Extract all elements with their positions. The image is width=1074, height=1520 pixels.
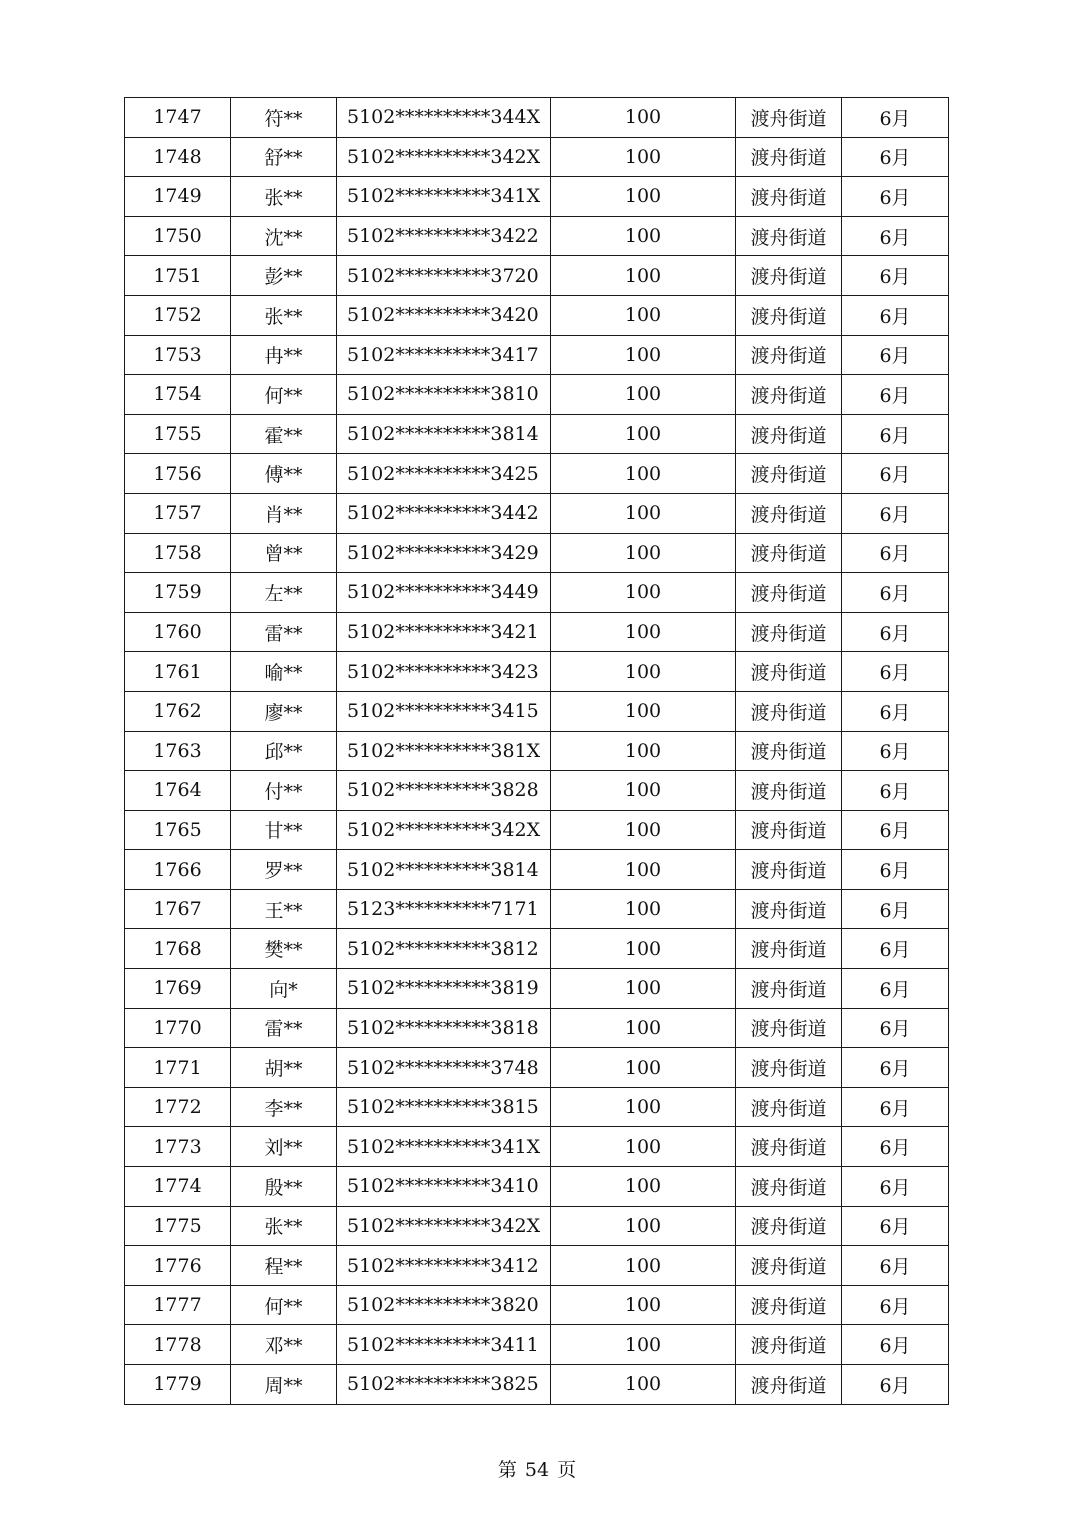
name-cell: 何** — [231, 375, 337, 415]
amount-cell: 100 — [551, 493, 736, 533]
amount-cell: 100 — [551, 1206, 736, 1246]
table-row — [125, 850, 949, 890]
id-number-cell: 5102**********3417 — [337, 335, 551, 375]
table-row — [125, 652, 949, 692]
street-cell: 渡舟街道 — [736, 454, 842, 494]
street-cell: 渡舟街道 — [736, 335, 842, 375]
table-row — [125, 98, 949, 138]
amount-cell: 100 — [551, 1285, 736, 1325]
name-cell: 符** — [231, 98, 337, 138]
month-cell: 6月 — [842, 771, 949, 811]
row-number-cell: 1776 — [125, 1246, 231, 1286]
id-number-cell: 5102**********3429 — [337, 533, 551, 573]
row-number-cell: 1751 — [125, 256, 231, 296]
name-cell: 樊** — [231, 929, 337, 969]
table-row — [125, 1087, 949, 1127]
amount-cell: 100 — [551, 414, 736, 454]
table-row — [125, 1325, 949, 1365]
name-cell: 廖** — [231, 691, 337, 731]
name-cell: 刘** — [231, 1127, 337, 1167]
table-row — [125, 137, 949, 177]
amount-cell: 100 — [551, 335, 736, 375]
row-number-cell: 1768 — [125, 929, 231, 969]
table-row — [125, 1167, 949, 1207]
row-number-cell: 1755 — [125, 414, 231, 454]
month-cell: 6月 — [842, 216, 949, 256]
name-cell: 傅** — [231, 454, 337, 494]
month-cell: 6月 — [842, 889, 949, 929]
month-cell: 6月 — [842, 929, 949, 969]
row-number-cell: 1770 — [125, 1008, 231, 1048]
street-cell: 渡舟街道 — [736, 1285, 842, 1325]
table-row — [125, 929, 949, 969]
street-cell: 渡舟街道 — [736, 1048, 842, 1088]
month-cell: 6月 — [842, 1325, 949, 1365]
page-footer — [0, 1455, 1074, 1482]
row-number-cell: 1757 — [125, 493, 231, 533]
month-cell: 6月 — [842, 731, 949, 771]
street-cell: 渡舟街道 — [736, 652, 842, 692]
name-cell: 张** — [231, 1206, 337, 1246]
amount-cell: 100 — [551, 216, 736, 256]
street-cell: 渡舟街道 — [736, 691, 842, 731]
table-row — [125, 1365, 949, 1405]
table-row — [125, 691, 949, 731]
month-cell: 6月 — [842, 1285, 949, 1325]
table-row — [125, 493, 949, 533]
month-cell: 6月 — [842, 414, 949, 454]
id-number-cell: 5102**********341X — [337, 177, 551, 217]
month-cell: 6月 — [842, 1206, 949, 1246]
month-cell: 6月 — [842, 1127, 949, 1167]
id-number-cell: 5102**********3818 — [337, 1008, 551, 1048]
amount-cell: 100 — [551, 652, 736, 692]
id-number-cell: 5102**********3423 — [337, 652, 551, 692]
id-number-cell: 5102**********3825 — [337, 1365, 551, 1405]
street-cell: 渡舟街道 — [736, 850, 842, 890]
row-number-cell: 1750 — [125, 216, 231, 256]
row-number-cell: 1749 — [125, 177, 231, 217]
amount-cell: 100 — [551, 533, 736, 573]
row-number-cell: 1769 — [125, 969, 231, 1009]
row-number-cell: 1754 — [125, 375, 231, 415]
month-cell: 6月 — [842, 1048, 949, 1088]
amount-cell: 100 — [551, 731, 736, 771]
street-cell: 渡舟街道 — [736, 810, 842, 850]
street-cell: 渡舟街道 — [736, 375, 842, 415]
id-number-cell: 5102**********3810 — [337, 375, 551, 415]
name-cell: 肖** — [231, 493, 337, 533]
month-cell: 6月 — [842, 1008, 949, 1048]
table-row — [125, 1246, 949, 1286]
street-cell: 渡舟街道 — [736, 1246, 842, 1286]
amount-cell: 100 — [551, 295, 736, 335]
name-cell: 邱** — [231, 731, 337, 771]
name-cell: 雷** — [231, 1008, 337, 1048]
name-cell: 甘** — [231, 810, 337, 850]
row-number-cell: 1759 — [125, 573, 231, 613]
table-row — [125, 1048, 949, 1088]
street-cell: 渡舟街道 — [736, 295, 842, 335]
amount-cell: 100 — [551, 1167, 736, 1207]
table-row — [125, 889, 949, 929]
street-cell: 渡舟街道 — [736, 177, 842, 217]
id-number-cell: 5102**********3815 — [337, 1087, 551, 1127]
month-cell: 6月 — [842, 533, 949, 573]
subsidy-table — [124, 97, 949, 1405]
name-cell: 张** — [231, 295, 337, 335]
amount-cell: 100 — [551, 573, 736, 613]
page-footer-prefix: 第 — [497, 1459, 517, 1481]
id-number-cell: 5102**********341X — [337, 1127, 551, 1167]
amount-cell: 100 — [551, 771, 736, 811]
street-cell: 渡舟街道 — [736, 1127, 842, 1167]
id-number-cell: 5123**********7171 — [337, 889, 551, 929]
month-cell: 6月 — [842, 177, 949, 217]
amount-cell: 100 — [551, 889, 736, 929]
month-cell: 6月 — [842, 256, 949, 296]
table-row — [125, 335, 949, 375]
month-cell: 6月 — [842, 375, 949, 415]
name-cell: 彭** — [231, 256, 337, 296]
name-cell: 李** — [231, 1087, 337, 1127]
month-cell: 6月 — [842, 98, 949, 138]
table-row — [125, 969, 949, 1009]
id-number-cell: 5102**********3449 — [337, 573, 551, 613]
name-cell: 雷** — [231, 612, 337, 652]
name-cell: 殷** — [231, 1167, 337, 1207]
street-cell: 渡舟街道 — [736, 731, 842, 771]
id-number-cell: 5102**********3415 — [337, 691, 551, 731]
row-number-cell: 1752 — [125, 295, 231, 335]
street-cell: 渡舟街道 — [736, 256, 842, 296]
street-cell: 渡舟街道 — [736, 1167, 842, 1207]
amount-cell: 100 — [551, 1246, 736, 1286]
month-cell: 6月 — [842, 295, 949, 335]
table-row — [125, 1008, 949, 1048]
street-cell: 渡舟街道 — [736, 1325, 842, 1365]
row-number-cell: 1764 — [125, 771, 231, 811]
table-row — [125, 177, 949, 217]
row-number-cell: 1766 — [125, 850, 231, 890]
amount-cell: 100 — [551, 1365, 736, 1405]
table-row — [125, 1206, 949, 1246]
id-number-cell: 5102**********3422 — [337, 216, 551, 256]
name-cell: 霍** — [231, 414, 337, 454]
table-row — [125, 216, 949, 256]
name-cell: 张** — [231, 177, 337, 217]
id-number-cell: 5102**********3814 — [337, 850, 551, 890]
street-cell: 渡舟街道 — [736, 573, 842, 613]
name-cell: 左** — [231, 573, 337, 613]
name-cell: 罗** — [231, 850, 337, 890]
month-cell: 6月 — [842, 1087, 949, 1127]
month-cell: 6月 — [842, 1246, 949, 1286]
month-cell: 6月 — [842, 691, 949, 731]
month-cell: 6月 — [842, 612, 949, 652]
month-cell: 6月 — [842, 137, 949, 177]
street-cell: 渡舟街道 — [736, 771, 842, 811]
month-cell: 6月 — [842, 810, 949, 850]
name-cell: 付** — [231, 771, 337, 811]
table-row — [125, 533, 949, 573]
amount-cell: 100 — [551, 1008, 736, 1048]
id-number-cell: 5102**********3812 — [337, 929, 551, 969]
id-number-cell: 5102**********3828 — [337, 771, 551, 811]
table-row — [125, 295, 949, 335]
month-cell: 6月 — [842, 850, 949, 890]
id-number-cell: 5102**********342X — [337, 137, 551, 177]
row-number-cell: 1774 — [125, 1167, 231, 1207]
table-body — [125, 98, 949, 1405]
table-row — [125, 810, 949, 850]
id-number-cell: 5102**********381X — [337, 731, 551, 771]
id-number-cell: 5102**********3814 — [337, 414, 551, 454]
row-number-cell: 1767 — [125, 889, 231, 929]
name-cell: 邓** — [231, 1325, 337, 1365]
street-cell: 渡舟街道 — [736, 889, 842, 929]
id-number-cell: 5102**********3425 — [337, 454, 551, 494]
street-cell: 渡舟街道 — [736, 414, 842, 454]
row-number-cell: 1758 — [125, 533, 231, 573]
id-number-cell: 5102**********342X — [337, 810, 551, 850]
street-cell: 渡舟街道 — [736, 1008, 842, 1048]
id-number-cell: 5102**********3410 — [337, 1167, 551, 1207]
month-cell: 6月 — [842, 454, 949, 494]
row-number-cell: 1773 — [125, 1127, 231, 1167]
month-cell: 6月 — [842, 493, 949, 533]
name-cell: 王** — [231, 889, 337, 929]
amount-cell: 100 — [551, 1087, 736, 1127]
name-cell: 冉** — [231, 335, 337, 375]
amount-cell: 100 — [551, 1127, 736, 1167]
street-cell: 渡舟街道 — [736, 137, 842, 177]
row-number-cell: 1772 — [125, 1087, 231, 1127]
row-number-cell: 1778 — [125, 1325, 231, 1365]
row-number-cell: 1771 — [125, 1048, 231, 1088]
street-cell: 渡舟街道 — [736, 929, 842, 969]
amount-cell: 100 — [551, 256, 736, 296]
table-row — [125, 256, 949, 296]
name-cell: 沈** — [231, 216, 337, 256]
street-cell: 渡舟街道 — [736, 533, 842, 573]
amount-cell: 100 — [551, 612, 736, 652]
amount-cell: 100 — [551, 454, 736, 494]
street-cell: 渡舟街道 — [736, 1087, 842, 1127]
amount-cell: 100 — [551, 177, 736, 217]
page-footer-suffix: 页 — [557, 1459, 577, 1481]
id-number-cell: 5102**********342X — [337, 1206, 551, 1246]
amount-cell: 100 — [551, 375, 736, 415]
table-row — [125, 612, 949, 652]
amount-cell: 100 — [551, 1048, 736, 1088]
month-cell: 6月 — [842, 573, 949, 613]
month-cell: 6月 — [842, 969, 949, 1009]
name-cell: 何** — [231, 1285, 337, 1325]
name-cell: 喻** — [231, 652, 337, 692]
amount-cell: 100 — [551, 969, 736, 1009]
row-number-cell: 1760 — [125, 612, 231, 652]
row-number-cell: 1756 — [125, 454, 231, 494]
row-number-cell: 1753 — [125, 335, 231, 375]
table-row — [125, 375, 949, 415]
street-cell: 渡舟街道 — [736, 1365, 842, 1405]
month-cell: 6月 — [842, 1365, 949, 1405]
id-number-cell: 5102**********3720 — [337, 256, 551, 296]
row-number-cell: 1761 — [125, 652, 231, 692]
row-number-cell: 1777 — [125, 1285, 231, 1325]
id-number-cell: 5102**********3748 — [337, 1048, 551, 1088]
row-number-cell: 1747 — [125, 98, 231, 138]
row-number-cell: 1763 — [125, 731, 231, 771]
street-cell: 渡舟街道 — [736, 216, 842, 256]
table-row — [125, 414, 949, 454]
id-number-cell: 5102**********3819 — [337, 969, 551, 1009]
name-cell: 程** — [231, 1246, 337, 1286]
street-cell: 渡舟街道 — [736, 969, 842, 1009]
street-cell: 渡舟街道 — [736, 493, 842, 533]
table-row — [125, 731, 949, 771]
amount-cell: 100 — [551, 691, 736, 731]
name-cell: 周** — [231, 1365, 337, 1405]
name-cell: 向* — [231, 969, 337, 1009]
street-cell: 渡舟街道 — [736, 612, 842, 652]
table-row — [125, 573, 949, 613]
table-row — [125, 454, 949, 494]
amount-cell: 100 — [551, 810, 736, 850]
table-row — [125, 771, 949, 811]
month-cell: 6月 — [842, 1167, 949, 1207]
amount-cell: 100 — [551, 1325, 736, 1365]
amount-cell: 100 — [551, 929, 736, 969]
row-number-cell: 1748 — [125, 137, 231, 177]
id-number-cell: 5102**********3411 — [337, 1325, 551, 1365]
month-cell: 6月 — [842, 335, 949, 375]
row-number-cell: 1779 — [125, 1365, 231, 1405]
table-row — [125, 1127, 949, 1167]
id-number-cell: 5102**********3412 — [337, 1246, 551, 1286]
street-cell: 渡舟街道 — [736, 98, 842, 138]
street-cell: 渡舟街道 — [736, 1206, 842, 1246]
page-number: 54 — [524, 1459, 550, 1481]
table-row — [125, 1285, 949, 1325]
amount-cell: 100 — [551, 98, 736, 138]
name-cell: 舒** — [231, 137, 337, 177]
month-cell: 6月 — [842, 652, 949, 692]
row-number-cell: 1765 — [125, 810, 231, 850]
amount-cell: 100 — [551, 850, 736, 890]
row-number-cell: 1762 — [125, 691, 231, 731]
id-number-cell: 5102**********3421 — [337, 612, 551, 652]
name-cell: 曾** — [231, 533, 337, 573]
amount-cell: 100 — [551, 137, 736, 177]
id-number-cell: 5102**********3420 — [337, 295, 551, 335]
id-number-cell: 5102**********344X — [337, 98, 551, 138]
id-number-cell: 5102**********3820 — [337, 1285, 551, 1325]
name-cell: 胡** — [231, 1048, 337, 1088]
id-number-cell: 5102**********3442 — [337, 493, 551, 533]
row-number-cell: 1775 — [125, 1206, 231, 1246]
